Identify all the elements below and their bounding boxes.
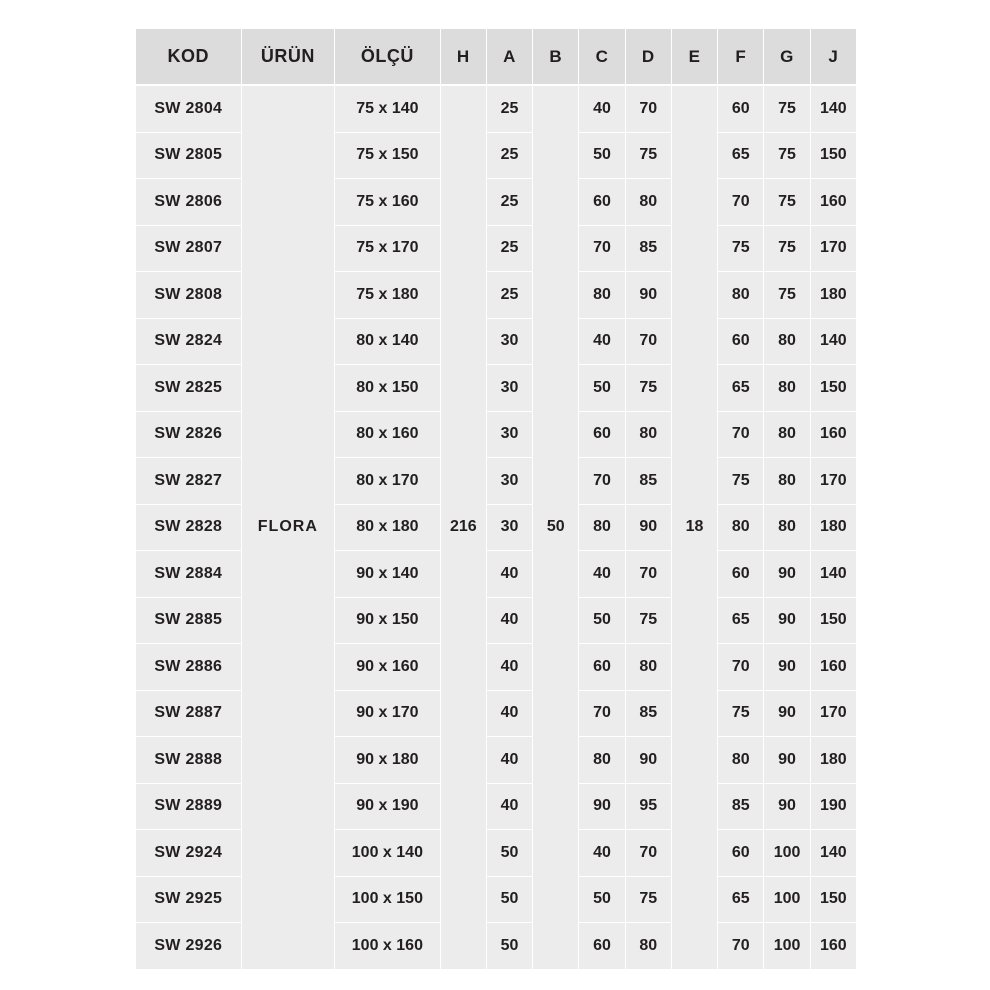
cell-j: 140 [810, 830, 856, 877]
cell-g: 80 [764, 411, 810, 458]
cell-c: 60 [579, 923, 625, 970]
cell-olcu: 100 x 160 [335, 923, 441, 970]
cell-a: 50 [486, 923, 532, 970]
cell-d: 80 [625, 644, 671, 691]
cell-c: 60 [579, 644, 625, 691]
cell-a: 40 [486, 783, 532, 830]
cell-f: 80 [718, 504, 764, 551]
cell-f: 60 [718, 85, 764, 132]
cell-kod: SW 2804 [136, 85, 242, 132]
cell-j: 170 [810, 690, 856, 737]
cell-g: 75 [764, 272, 810, 319]
cell-g: 80 [764, 458, 810, 505]
cell-olcu: 80 x 170 [335, 458, 441, 505]
cell-f: 75 [718, 690, 764, 737]
cell-f: 75 [718, 225, 764, 272]
cell-f: 65 [718, 365, 764, 412]
cell-j: 180 [810, 504, 856, 551]
cell-d: 75 [625, 876, 671, 923]
cell-c: 40 [579, 318, 625, 365]
cell-d: 75 [625, 132, 671, 179]
column-header-b: B [533, 29, 579, 86]
cell-d: 80 [625, 411, 671, 458]
cell-kod: SW 2805 [136, 132, 242, 179]
cell-j: 170 [810, 225, 856, 272]
cell-kod: SW 2884 [136, 551, 242, 598]
cell-d: 70 [625, 551, 671, 598]
column-header-kod: KOD [136, 29, 242, 86]
cell-j: 150 [810, 365, 856, 412]
cell-f: 70 [718, 179, 764, 226]
cell-f: 65 [718, 132, 764, 179]
column-header-a: A [486, 29, 532, 86]
cell-g: 100 [764, 923, 810, 970]
cell-e-merged: 18 [671, 85, 717, 969]
cell-olcu: 90 x 180 [335, 737, 441, 784]
cell-j: 160 [810, 411, 856, 458]
cell-g: 90 [764, 690, 810, 737]
cell-g: 100 [764, 830, 810, 877]
cell-kod: SW 2828 [136, 504, 242, 551]
cell-olcu: 90 x 150 [335, 597, 441, 644]
cell-f: 75 [718, 458, 764, 505]
cell-f: 65 [718, 597, 764, 644]
cell-f: 60 [718, 551, 764, 598]
cell-kod: SW 2889 [136, 783, 242, 830]
cell-olcu: 80 x 160 [335, 411, 441, 458]
cell-j: 160 [810, 923, 856, 970]
cell-g: 100 [764, 876, 810, 923]
cell-kod: SW 2924 [136, 830, 242, 877]
cell-olcu: 75 x 180 [335, 272, 441, 319]
cell-d: 90 [625, 737, 671, 784]
column-header-olcu: ÖLÇÜ [335, 29, 441, 86]
cell-olcu: 75 x 150 [335, 132, 441, 179]
cell-c: 50 [579, 597, 625, 644]
cell-kod: SW 2886 [136, 644, 242, 691]
column-header-g: G [764, 29, 810, 86]
cell-olcu: 90 x 160 [335, 644, 441, 691]
cell-d: 85 [625, 225, 671, 272]
cell-kod: SW 2808 [136, 272, 242, 319]
cell-a: 40 [486, 644, 532, 691]
cell-kod: SW 2926 [136, 923, 242, 970]
cell-j: 160 [810, 179, 856, 226]
cell-c: 60 [579, 179, 625, 226]
cell-g: 90 [764, 783, 810, 830]
cell-a: 50 [486, 830, 532, 877]
cell-olcu: 80 x 150 [335, 365, 441, 412]
cell-c: 50 [579, 876, 625, 923]
cell-c: 80 [579, 737, 625, 784]
cell-olcu: 90 x 170 [335, 690, 441, 737]
cell-g: 80 [764, 365, 810, 412]
cell-c: 70 [579, 225, 625, 272]
cell-g: 75 [764, 132, 810, 179]
cell-kod: SW 2887 [136, 690, 242, 737]
cell-c: 50 [579, 132, 625, 179]
cell-f: 70 [718, 644, 764, 691]
cell-kod: SW 2827 [136, 458, 242, 505]
cell-kod: SW 2885 [136, 597, 242, 644]
cell-a: 40 [486, 597, 532, 644]
cell-d: 90 [625, 272, 671, 319]
cell-a: 40 [486, 551, 532, 598]
cell-a: 30 [486, 458, 532, 505]
table-row [136, 85, 857, 132]
cell-kod: SW 2888 [136, 737, 242, 784]
cell-g: 90 [764, 597, 810, 644]
cell-c: 80 [579, 504, 625, 551]
cell-j: 170 [810, 458, 856, 505]
cell-d: 75 [625, 365, 671, 412]
cell-a: 40 [486, 690, 532, 737]
cell-a: 25 [486, 132, 532, 179]
cell-d: 70 [625, 318, 671, 365]
cell-olcu: 75 x 170 [335, 225, 441, 272]
cell-f: 65 [718, 876, 764, 923]
table-header [136, 29, 857, 86]
cell-f: 70 [718, 411, 764, 458]
cell-d: 80 [625, 923, 671, 970]
cell-f: 80 [718, 272, 764, 319]
cell-c: 40 [579, 551, 625, 598]
cell-b-merged: 50 [533, 85, 579, 969]
column-header-d: D [625, 29, 671, 86]
cell-a: 25 [486, 272, 532, 319]
column-header-urun: ÜRÜN [241, 29, 335, 86]
cell-j: 180 [810, 737, 856, 784]
cell-g: 75 [764, 179, 810, 226]
cell-olcu: 80 x 180 [335, 504, 441, 551]
cell-g: 80 [764, 504, 810, 551]
cell-c: 70 [579, 458, 625, 505]
cell-j: 140 [810, 318, 856, 365]
cell-olcu: 75 x 160 [335, 179, 441, 226]
cell-c: 90 [579, 783, 625, 830]
cell-j: 180 [810, 272, 856, 319]
cell-kod: SW 2925 [136, 876, 242, 923]
cell-a: 50 [486, 876, 532, 923]
cell-a: 30 [486, 411, 532, 458]
cell-c: 80 [579, 272, 625, 319]
table-header-row [136, 29, 857, 86]
cell-g: 90 [764, 551, 810, 598]
cell-j: 160 [810, 644, 856, 691]
column-header-c: C [579, 29, 625, 86]
column-header-j: J [810, 29, 856, 86]
cell-d: 70 [625, 830, 671, 877]
cell-kod: SW 2824 [136, 318, 242, 365]
cell-j: 150 [810, 876, 856, 923]
cell-a: 25 [486, 225, 532, 272]
cell-olcu: 100 x 140 [335, 830, 441, 877]
cell-d: 95 [625, 783, 671, 830]
cell-g: 90 [764, 737, 810, 784]
cell-d: 70 [625, 85, 671, 132]
cell-kod: SW 2825 [136, 365, 242, 412]
cell-j: 150 [810, 597, 856, 644]
cell-d: 75 [625, 597, 671, 644]
cell-a: 30 [486, 318, 532, 365]
column-header-e: E [671, 29, 717, 86]
cell-c: 40 [579, 830, 625, 877]
table-body [136, 85, 857, 969]
cell-kod: SW 2807 [136, 225, 242, 272]
cell-f: 80 [718, 737, 764, 784]
cell-h-merged: 216 [440, 85, 486, 969]
cell-c: 40 [579, 85, 625, 132]
cell-g: 75 [764, 85, 810, 132]
cell-kod: SW 2806 [136, 179, 242, 226]
cell-olcu: 90 x 190 [335, 783, 441, 830]
cell-j: 140 [810, 551, 856, 598]
cell-c: 60 [579, 411, 625, 458]
cell-f: 85 [718, 783, 764, 830]
cell-urun-merged: FLORA [241, 85, 335, 969]
product-dimensions-table [135, 28, 857, 970]
cell-d: 90 [625, 504, 671, 551]
cell-olcu: 80 x 140 [335, 318, 441, 365]
column-header-f: F [718, 29, 764, 86]
cell-f: 70 [718, 923, 764, 970]
cell-j: 190 [810, 783, 856, 830]
cell-g: 80 [764, 318, 810, 365]
spec-table-container [135, 28, 857, 970]
cell-c: 70 [579, 690, 625, 737]
cell-f: 60 [718, 830, 764, 877]
cell-olcu: 100 x 150 [335, 876, 441, 923]
cell-j: 140 [810, 85, 856, 132]
cell-d: 85 [625, 458, 671, 505]
cell-g: 75 [764, 225, 810, 272]
cell-c: 50 [579, 365, 625, 412]
cell-a: 25 [486, 85, 532, 132]
cell-olcu: 90 x 140 [335, 551, 441, 598]
cell-j: 150 [810, 132, 856, 179]
cell-a: 25 [486, 179, 532, 226]
cell-d: 85 [625, 690, 671, 737]
cell-a: 30 [486, 365, 532, 412]
cell-kod: SW 2826 [136, 411, 242, 458]
cell-d: 80 [625, 179, 671, 226]
cell-olcu: 75 x 140 [335, 85, 441, 132]
cell-f: 60 [718, 318, 764, 365]
cell-g: 90 [764, 644, 810, 691]
cell-a: 40 [486, 737, 532, 784]
cell-a: 30 [486, 504, 532, 551]
column-header-h: H [440, 29, 486, 86]
